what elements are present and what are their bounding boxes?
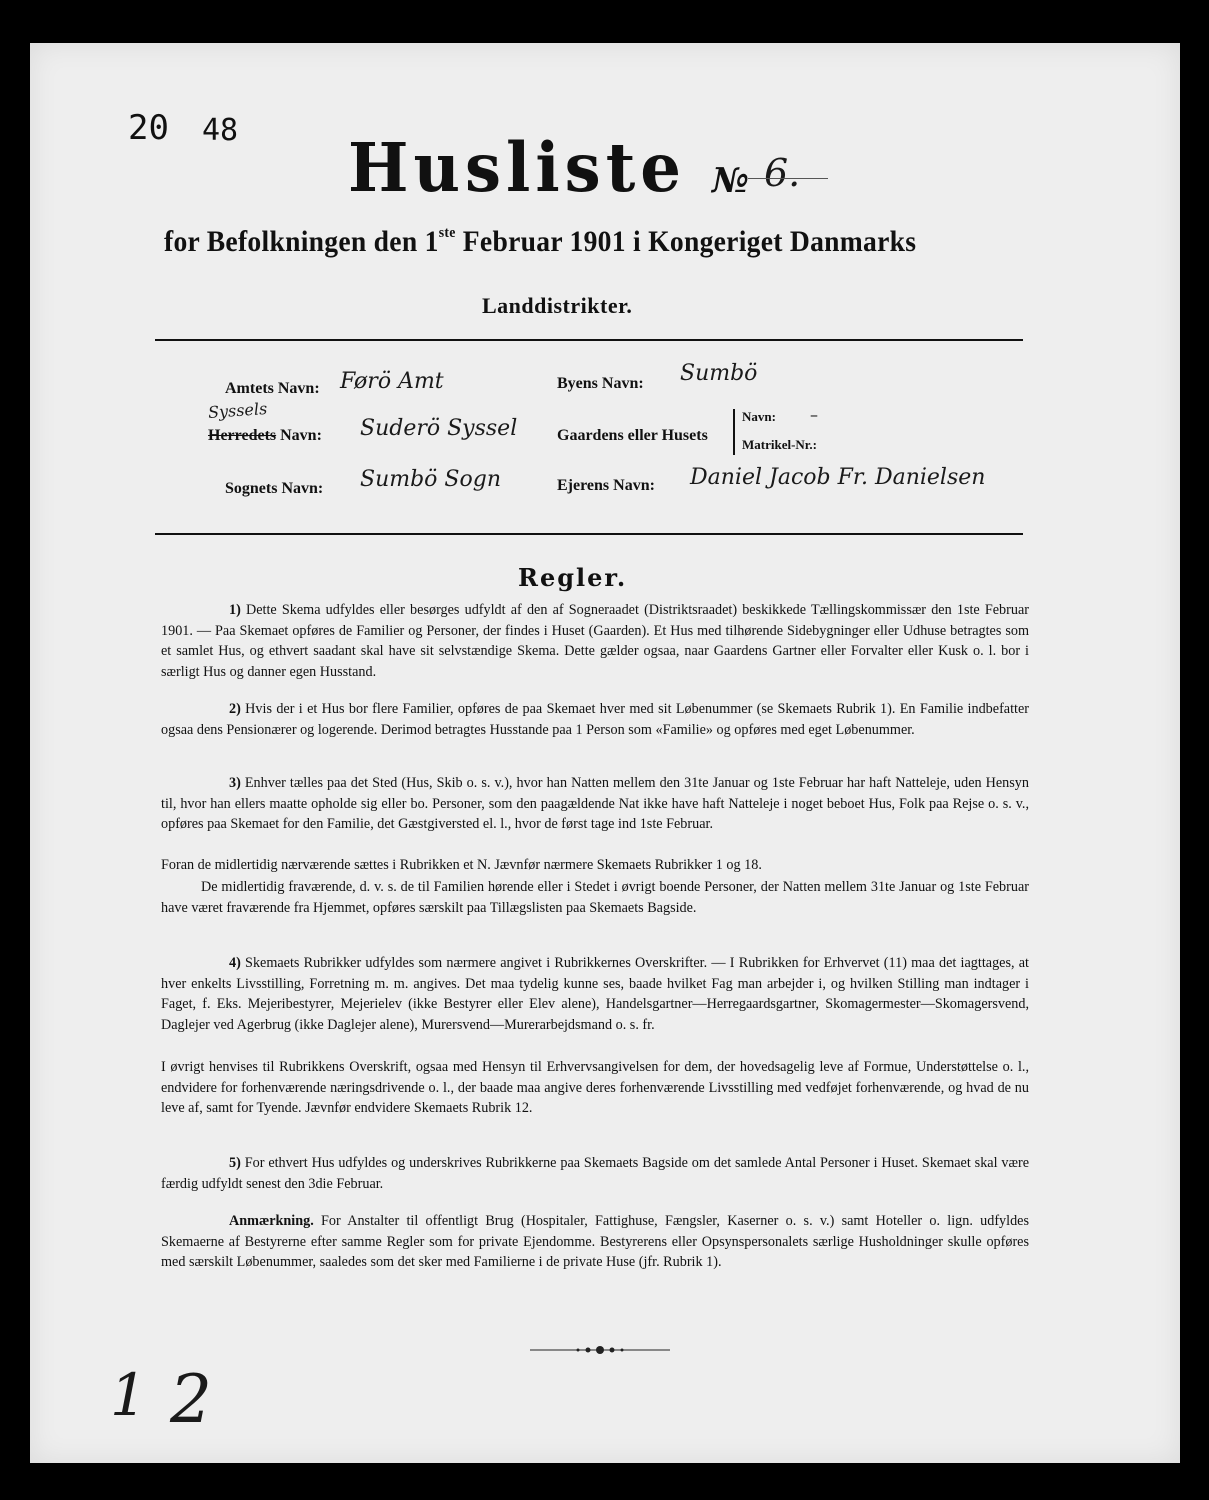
- rule-5-text: For ethvert Hus udfyldes og underskrives Rubrikkerne paa Skemaets Bagside om det samlede Antal Personer i Huset. Skemaet skal være færdig udfyldt senest den 3die Februar.: [161, 1155, 1029, 1192]
- form-title: Husliste: [348, 129, 686, 208]
- rule-3-number: 3): [229, 775, 241, 791]
- rule-4-text: Skemaets Rubrikker udfyldes som nærmere angivet i Rubrikkernes Overskrifter. — I Rubrikken for Erhvervet (11) maa det iagttages, at hver enkelts Livsstilling, Forretning m. m. angives. Det maa tydelig kunne ses, baade hvilket Fag man arbejder i, og hvilken Stilling man indtager i Faget, f. Eks. Mejeribestyrer, Mejerielev (ikke Bestyrer eller Elev alene), Handelsgartner—Herregaardsgartner, Skomagermester—Skomagersvend, Daglejer ved Agerbrug (ikke Daglejer alene), Murersvend—Murerarbejdsmand o. s. fr.: [161, 955, 1029, 1034]
- ejerens-value: Daniel Jacob Fr. Danielsen: [690, 465, 986, 490]
- byens-value: Sumbö: [680, 361, 758, 386]
- amtets-label: Amtets Navn:: [225, 380, 320, 397]
- corner-number-1: 20: [128, 108, 169, 148]
- ornament-divider: [530, 1343, 670, 1357]
- subtitle-part1: for Befolkningen den 1: [164, 225, 439, 258]
- rule-paragraph-1: [161, 600, 1029, 683]
- navn-value: –: [810, 405, 818, 424]
- rule-paragraph-3c: De midlertidig fraværende, d. v. s. de til Familien hørende eller i Stedet i øvrigt boende Personer, der Natten mellem 31te Januar og 1ste Februar have været fraværende fra Hjemmet, opføres særskilt paa Tillægslisten paa Skemaets Bagside.: [161, 879, 1029, 916]
- subtitle-part2: Februar 1901 i Kongeriget Danmarks: [455, 225, 917, 258]
- rule-4-number: 4): [229, 955, 241, 971]
- district-heading: Landdistrikter.: [482, 293, 633, 318]
- fields-divider: [155, 533, 1023, 535]
- bottom-handwritten-mark-1: 1: [110, 1361, 147, 1429]
- note-text: For Anstalter til offentligt Brug (Hospitaler, Fattighuse, Fængsler, Kaserner o. s. v.) samt Hoteller o. lign. udfyldes Skemaerne af Bestyrerne efter samme Regler som for private Ejendomme. Bestyrerens eller Opsynspersonalets særlige Husholdninger skulle opføres med særskilt Løbenummer, saaledes som det sker med Familierne i de private Huse (jfr. Rubrik 1).: [161, 1213, 1029, 1271]
- corner-number-2: 48: [202, 113, 239, 148]
- herredets-struck-word: Herredets: [208, 427, 277, 444]
- sognets-value: Sumbö Sogn: [360, 467, 501, 492]
- number-sign: №: [712, 161, 749, 201]
- rule-5-number: 5): [229, 1155, 241, 1171]
- rule-paragraph-4b: I øvrigt henvises til Rubrikkens Overskrift, ogsaa med Hensyn til Erhvervsangivelsen for dem, der hovedsagelig leve af Formue, Understøttelse o. l., endvidere for forhenværende næringsdrivende o. l., der baade maa angive deres forhenværende Livsstilling med vedføjet forhenværende, og hvad de nu leve af, samt for Tyende. Jævnfør endvidere Skemaets Rubrik 12.: [161, 1059, 1029, 1117]
- herredets-label: [208, 427, 322, 445]
- gaard-brace: [733, 409, 735, 455]
- rule-paragraph-4: [161, 953, 1029, 1036]
- gaard-label: Gaardens eller Husets: [557, 427, 708, 444]
- rule-1-text: Dette Skema udfyldes eller besørges udfyldt af den af Sogneraadet (Distriktsraadet) beskikkede Tællingskommissær den 1ste Februar 1901. — Paa Skemaet opføres de Familier og Personer, der findes i Huset (Gaarden). Et Hus med tilhørende Sidebygninger eller Udhuse betragtes som et samlet Hus, og ethvert saadant skal have sit selvstændige Skema. Dette gælder ogsaa, naar Gaardens Gartner eller Forvalter eller Kusk o. l. bor i særligt Hus og danner egen Husstand.: [161, 602, 1029, 681]
- top-divider: [155, 339, 1023, 341]
- rule-paragraph-3b: Foran de midlertidig nærværende sættes i Rubrikken et N. Jævnfør nærmere Skemaets Rubrikker 1 og 18.: [161, 857, 762, 873]
- ejerens-label: Ejerens Navn:: [557, 477, 655, 494]
- rule-paragraph-5: [161, 1153, 1029, 1194]
- rule-2-text: Hvis der i et Hus bor flere Familier, opføres de paa Skemaet hver med sit Løbenummer (se Skemaets Rubrik 1). En Familie indbefatter ogsaa dens Pensionærer og logerende. Derimod betragtes Husstande paa 1 Person som «Familie» og opføres med eget Løbenummer.: [161, 701, 1029, 738]
- rules-heading: Regler.: [518, 563, 628, 592]
- byens-label: Byens Navn:: [557, 375, 644, 392]
- herredets-suffix: Navn:: [276, 427, 322, 444]
- sognets-label: Sognets Navn:: [225, 480, 324, 497]
- number-underline: [748, 178, 828, 179]
- rule-3-text: Enhver tælles paa det Sted (Hus, Skib o. s. v.), hvor han Natten mellem den 31te Januar og 1ste Februar har haft Natteleje, uden Hensyn til, hvor han ellers maatte opholde sig eller bo. Personer, som den paagældende Nat ikke have haft Natteleje i noget beboet Hus, Folk paa Rejse o. s. v., opføres paa Skemaet for den Familie, det Gæstgiversted el. l., hvor de først tage ind 1ste Februar.: [161, 775, 1029, 833]
- form-subtitle: [164, 225, 916, 259]
- syssels-handwritten-correction: Syssels: [207, 398, 268, 423]
- note-paragraph: [161, 1211, 1029, 1273]
- herredets-value: Suderö Syssel: [360, 416, 518, 441]
- subtitle-superscript: ste: [438, 225, 456, 241]
- census-form-sheet: [30, 43, 1180, 1463]
- note-label: Anmærkning.: [229, 1213, 314, 1229]
- list-number-handwritten: 6.: [764, 151, 801, 195]
- rule-1-number: 1): [229, 602, 241, 618]
- rule-paragraph-3: [161, 773, 1029, 835]
- matrikel-label: Matrikel-Nr.:: [742, 437, 817, 452]
- amtets-value: Førö Amt: [340, 369, 444, 394]
- navn-label: Navn:: [742, 409, 776, 424]
- rule-paragraph-2: [161, 699, 1029, 740]
- rule-2-number: 2): [229, 701, 241, 717]
- bottom-handwritten-mark-2: 2: [170, 1361, 212, 1438]
